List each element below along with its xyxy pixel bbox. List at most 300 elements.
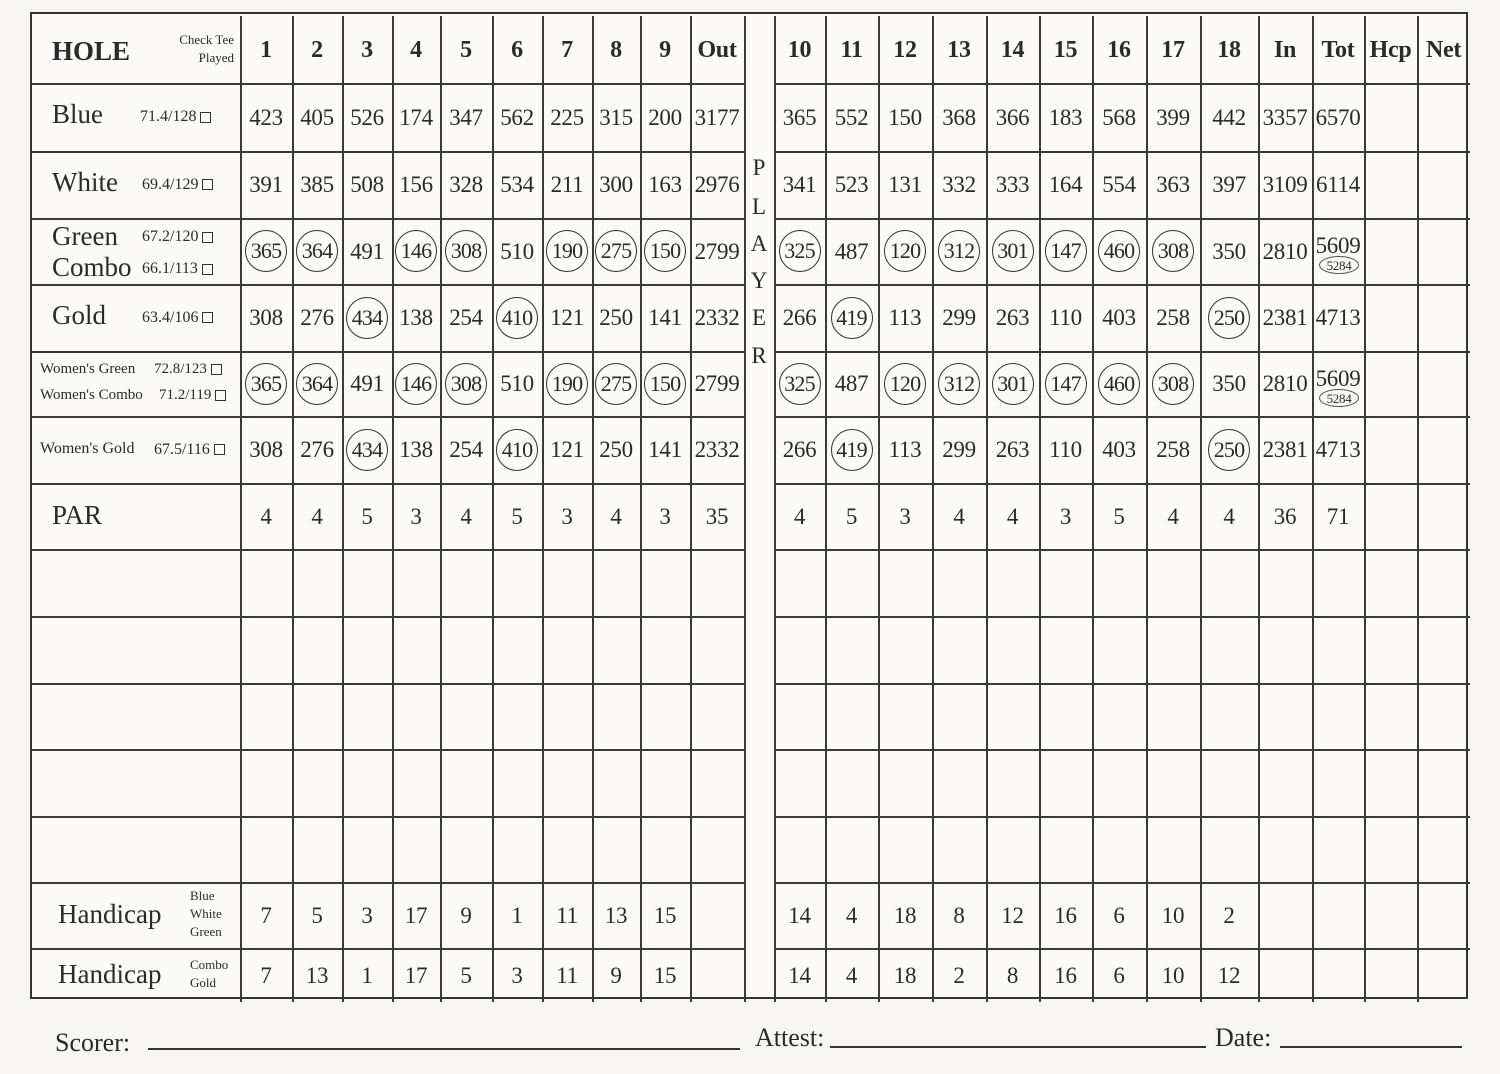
- tee-rating: [154, 441, 225, 459]
- combo-total-badge: 5284: [1319, 389, 1359, 407]
- hole-number-header: Tot: [1321, 36, 1355, 63]
- tee-yardage-value: 120: [884, 230, 926, 272]
- handicap-value: 17: [404, 902, 428, 928]
- par-value: 35: [705, 503, 729, 529]
- player-column-letter: L: [751, 194, 767, 219]
- tee-yardage: 308: [249, 437, 283, 462]
- player-column-letter: A: [750, 231, 768, 256]
- tee-name: Women's Green: [40, 361, 136, 377]
- tee-yardage: 183: [1048, 104, 1083, 130]
- tee-yardage: 141: [648, 305, 682, 330]
- tee-yardage: 350: [1212, 371, 1246, 396]
- par-value: 5: [511, 503, 523, 529]
- player-name-field[interactable]: [36, 751, 236, 814]
- par-value: 3: [1059, 503, 1072, 529]
- handicap-value: 4: [845, 902, 858, 928]
- hole-number-header: 7: [561, 36, 573, 63]
- tee-yardage-value: 308: [445, 363, 487, 405]
- handicap-value: 10: [1161, 962, 1185, 988]
- tee-rating-secondary: [159, 387, 226, 404]
- tee-yardage: [825, 416, 878, 483]
- handicap-value: 7: [260, 902, 272, 928]
- hole-number-header: 8: [610, 36, 622, 63]
- tee-rating: [140, 108, 211, 126]
- tee-yardage: 225: [550, 104, 584, 130]
- par-value: 5: [1113, 503, 1125, 529]
- handicap-value: 1: [511, 902, 523, 928]
- tee-yardage-value: 308: [1152, 363, 1194, 405]
- tee-yardage: 300: [599, 172, 633, 197]
- tee-yardage: [1039, 218, 1092, 284]
- tee-yardage: [774, 351, 825, 416]
- tee-yardage: 110: [1049, 437, 1082, 462]
- par-value: 4: [311, 503, 323, 529]
- tee-yardage: 258: [1156, 305, 1190, 330]
- tee-yardage: 266: [782, 437, 817, 462]
- tee-yardage: 263: [995, 305, 1030, 330]
- tee-yardage: 2332: [694, 437, 740, 462]
- tee-yardage-value: 312: [938, 363, 980, 405]
- hole-number-header: 10: [787, 36, 812, 63]
- tee-yardage: [1146, 351, 1200, 416]
- tee-rating: [154, 361, 222, 378]
- tee-yardage: 254: [449, 437, 483, 462]
- tee-yardage: 2381: [1262, 437, 1308, 462]
- tee-yardage: 113: [888, 437, 922, 462]
- tee-yardage: 510: [500, 371, 534, 396]
- par-value: 4: [793, 503, 806, 529]
- player-column-letter: Y: [750, 268, 768, 293]
- tee-rating-secondary: [142, 260, 213, 278]
- tee-checkbox[interactable]: [202, 232, 213, 243]
- tee-yardage: [440, 351, 492, 416]
- tee-yardage-value: 301: [992, 230, 1034, 272]
- tee-yardage: 554: [1102, 172, 1136, 197]
- tee-yardage: [640, 218, 690, 284]
- tee-yardage: 131: [888, 172, 922, 197]
- tee-rating-text: 71.2/119: [159, 387, 212, 403]
- tee-yardage: [342, 416, 392, 483]
- tee-yardage: 487: [834, 238, 869, 264]
- hole-number-header: Out: [697, 36, 737, 63]
- tee-yardage: 150: [888, 104, 922, 130]
- hole-number-header: 14: [1000, 36, 1025, 63]
- handicap-value: 12: [1217, 962, 1241, 988]
- tee-total: 5609 5284: [1315, 366, 1361, 406]
- hole-number-header: 3: [361, 36, 373, 63]
- tee-name: White: [52, 166, 118, 197]
- tee-rating-text: 71.4/128: [140, 108, 197, 125]
- hole-number-header: 1: [260, 36, 272, 63]
- tee-yardage: 405: [300, 104, 334, 130]
- tee-yardage-value: 364: [296, 363, 338, 405]
- tee-yardage: 568: [1102, 104, 1136, 130]
- tee-yardage: [932, 218, 986, 284]
- tee-yardage: [1200, 416, 1258, 483]
- handicap-value: 3: [511, 962, 523, 988]
- tee-yardage: 510: [500, 238, 534, 264]
- tee-rating-text: 66.1/113: [142, 260, 198, 277]
- tee-yardage: 3177: [694, 104, 740, 130]
- par-value: 71: [1326, 503, 1350, 529]
- tee-yardage-value: 190: [546, 230, 588, 272]
- tee-yardage-value: 190: [546, 363, 588, 405]
- tee-total: 6570: [1315, 104, 1361, 130]
- tee-yardage: 121: [550, 437, 584, 462]
- par-value: 3: [899, 503, 911, 529]
- handicap-value: 15: [653, 962, 677, 988]
- handicap-value: 8: [1006, 962, 1019, 988]
- handicap-tee-label: Blue: [190, 888, 215, 903]
- handicap-value: 11: [556, 962, 578, 988]
- column-divider: [1364, 16, 1366, 1002]
- tee-yardage: 423: [249, 104, 283, 130]
- tee-yardage-value: 419: [831, 429, 873, 471]
- tee-yardage: 258: [1156, 437, 1190, 462]
- tee-total: 6114: [1316, 172, 1360, 197]
- tee-yardage-value: 150: [644, 230, 686, 272]
- par-value: 4: [1006, 503, 1019, 529]
- tee-yardage-value: 325: [779, 363, 821, 405]
- par-label: PAR: [52, 500, 103, 530]
- player-name-field[interactable]: [36, 685, 236, 747]
- tee-yardage-value: 250: [1208, 429, 1250, 471]
- tee-yardage: 341: [782, 172, 817, 197]
- tee-yardage: 254: [449, 305, 483, 330]
- tee-checkbox[interactable]: [200, 112, 211, 123]
- tee-yardage: [986, 351, 1039, 416]
- tee-yardage: [640, 351, 690, 416]
- tee-yardage: 2381: [1262, 305, 1308, 330]
- tee-checkbox[interactable]: [202, 264, 213, 275]
- scorecard: [30, 12, 1468, 999]
- tee-yardage: [342, 284, 392, 351]
- tee-yardage-value: 410: [496, 429, 538, 471]
- attest-label: Attest:: [755, 1023, 825, 1052]
- tee-yardage: [440, 218, 492, 284]
- tee-yardage: 363: [1156, 172, 1190, 197]
- tee-yardage: [592, 351, 640, 416]
- tee-checkbox[interactable]: [211, 364, 222, 375]
- handicap-value: 2: [1223, 902, 1235, 928]
- tee-yardage: 164: [1048, 172, 1083, 197]
- handicap-label: Handicap: [58, 899, 162, 929]
- handicap-tee-label: Combo: [190, 957, 229, 972]
- tee-yardage: [986, 218, 1039, 284]
- tee-yardage: [878, 351, 932, 416]
- player-name-field[interactable]: [36, 618, 236, 681]
- combo-total-badge: 5284: [1319, 256, 1359, 274]
- tee-yardage: 263: [995, 437, 1030, 462]
- hole-number-header: 6: [511, 36, 523, 63]
- tee-yardage: 333: [995, 172, 1030, 197]
- tee-yardage: 332: [942, 172, 976, 197]
- tee-yardage: 163: [648, 172, 682, 197]
- tee-yardage: 174: [399, 104, 433, 130]
- tee-yardage: [240, 218, 292, 284]
- tee-yardage: [592, 218, 640, 284]
- par-value: 3: [659, 503, 671, 529]
- tee-yardage-value: 146: [395, 230, 437, 272]
- tee-yardage: 211: [550, 172, 584, 197]
- tee-yardage-value: 275: [595, 363, 637, 405]
- tee-yardage: [1092, 351, 1146, 416]
- tee-yardage-value: 150: [644, 363, 686, 405]
- scorer-line[interactable]: [148, 1048, 740, 1050]
- par-value: 4: [260, 503, 272, 529]
- par-value: 4: [1223, 503, 1235, 529]
- handicap-value: 2: [953, 962, 965, 988]
- tee-yardage-value: 365: [245, 363, 287, 405]
- tee-yardage-value: 410: [496, 297, 538, 339]
- handicap-value: 5: [460, 962, 472, 988]
- par-value: 4: [460, 503, 472, 529]
- tee-yardage: 391: [249, 172, 283, 197]
- tee-yardage: 534: [500, 172, 534, 197]
- tee-yardage: 113: [888, 305, 922, 330]
- tee-yardage: [392, 351, 440, 416]
- par-value: 3: [561, 503, 573, 529]
- handicap-value: 1: [361, 962, 373, 988]
- handicap-value: 7: [260, 962, 272, 988]
- tee-rating-text: 67.5/116: [154, 440, 210, 458]
- tee-yardage: [292, 351, 342, 416]
- handicap-value: 8: [953, 902, 965, 928]
- column-divider: [1417, 16, 1419, 1002]
- tee-yardage: 138: [399, 305, 433, 330]
- check-tee-label: Check Tee Played: [179, 32, 234, 65]
- tee-total: 4713: [1315, 305, 1361, 330]
- tee-yardage: [932, 351, 986, 416]
- tee-yardage-value: 419: [831, 297, 873, 339]
- tee-yardage-value: 460: [1098, 363, 1140, 405]
- tee-yardage: 2799: [694, 371, 740, 396]
- tee-yardage: [1146, 218, 1200, 284]
- player-name-field[interactable]: [36, 551, 236, 614]
- hole-number-header: Net: [1425, 36, 1462, 63]
- tee-yardage: 526: [350, 104, 384, 130]
- tee-name: Blue: [52, 99, 103, 129]
- handicap-value: 11: [556, 902, 578, 928]
- handicap-tee-label: White: [190, 906, 222, 921]
- tee-yardage: 141: [648, 437, 682, 462]
- handicap-value: 10: [1161, 902, 1185, 928]
- handicap-value: 15: [653, 902, 677, 928]
- handicap-value: 12: [1001, 902, 1024, 928]
- hole-number-header: 16: [1107, 36, 1131, 63]
- tee-rating-text: 67.2/120: [142, 228, 199, 245]
- tee-yardage-value: 312: [938, 230, 980, 272]
- tee-name: Green: [52, 221, 118, 251]
- tee-yardage: [825, 284, 878, 351]
- handicap-value: 16: [1054, 962, 1077, 988]
- handicap-value: 6: [1113, 962, 1125, 988]
- tee-rating: [142, 228, 213, 246]
- tee-yardage: 2976: [694, 172, 740, 197]
- hole-number-header: 2: [311, 36, 323, 63]
- date-line[interactable]: [1280, 1046, 1462, 1048]
- tee-yardage-value: 120: [884, 363, 926, 405]
- tee-yardage: 523: [834, 172, 869, 197]
- handicap-tee-label: Green: [190, 924, 222, 939]
- tee-yardage-value: 460: [1098, 230, 1140, 272]
- tee-yardage: 491: [350, 238, 384, 264]
- handicap-value: 18: [893, 902, 917, 928]
- tee-yardage-value: 147: [1045, 230, 1087, 272]
- tee-yardage-value: 308: [445, 230, 487, 272]
- player-column-letter: R: [751, 343, 767, 368]
- handicap-value: 9: [610, 962, 622, 988]
- tee-yardage-value: 250: [1208, 297, 1250, 339]
- handicap-value: 9: [460, 902, 472, 928]
- tee-yardage-value: 147: [1045, 363, 1087, 405]
- hole-number-header: 15: [1053, 36, 1078, 63]
- tee-yardage-value: 275: [595, 230, 637, 272]
- handicap-value: 5: [311, 902, 323, 928]
- hole-number-header: 9: [659, 36, 671, 63]
- tee-yardage: [292, 218, 342, 284]
- tee-name-secondary: Combo: [52, 252, 132, 282]
- tee-yardage: 138: [399, 437, 433, 462]
- tee-rating: [142, 176, 213, 194]
- tee-yardage: [542, 351, 592, 416]
- tee-yardage-value: 146: [395, 363, 437, 405]
- handicap-value: 18: [893, 962, 917, 988]
- tee-yardage: 110: [1049, 305, 1082, 330]
- tee-yardage: 250: [599, 437, 633, 462]
- hole-number-header: 13: [947, 36, 971, 63]
- tee-yardage: 350: [1212, 238, 1246, 264]
- tee-rating-text: 63.4/106: [142, 308, 199, 326]
- tee-yardage: 266: [782, 305, 817, 330]
- tee-yardage: 2810: [1262, 371, 1308, 396]
- hole-number-header: 5: [460, 36, 472, 63]
- tee-yardage: [1200, 284, 1258, 351]
- handicap-value: 13: [305, 962, 329, 988]
- tee-yardage: 121: [550, 305, 584, 330]
- tee-yardage: 276: [300, 305, 334, 330]
- tee-yardage: 508: [350, 172, 384, 197]
- tee-yardage: 200: [648, 104, 682, 130]
- handicap-tee-label: Gold: [190, 975, 216, 990]
- tee-yardage: 552: [834, 104, 869, 130]
- hole-number-header: 18: [1217, 36, 1241, 63]
- tee-yardage: [542, 218, 592, 284]
- handicap-value: 3: [361, 902, 373, 928]
- par-value: 4: [1167, 503, 1179, 529]
- tee-yardage: 487: [834, 371, 869, 396]
- tee-yardage: [392, 218, 440, 284]
- scorer-label: Scorer:: [55, 1028, 131, 1057]
- hole-number-header: Hcp: [1369, 36, 1412, 63]
- hole-number-header: 12: [893, 36, 917, 63]
- tee-yardage-value: 325: [779, 230, 821, 272]
- tee-yardage: 365: [782, 104, 817, 130]
- tee-checkbox[interactable]: [202, 312, 213, 323]
- tee-yardage: 366: [995, 104, 1030, 130]
- tee-yardage: 308: [249, 305, 283, 330]
- tee-yardage: 328: [449, 172, 483, 197]
- tee-yardage: 299: [942, 305, 976, 330]
- tee-yardage: 403: [1102, 437, 1136, 462]
- par-value: 4: [953, 503, 965, 529]
- tee-checkbox[interactable]: [202, 179, 213, 190]
- date-label: Date:: [1215, 1023, 1272, 1052]
- tee-yardage: 276: [300, 437, 334, 462]
- tee-yardage: [492, 284, 542, 351]
- tee-yardage: 156: [399, 172, 433, 197]
- tee-yardage: 491: [350, 371, 384, 396]
- handicap-value: 13: [604, 902, 628, 928]
- handicap-value: 14: [788, 902, 811, 928]
- tee-yardage-value: 364: [296, 230, 338, 272]
- par-value: 36: [1273, 503, 1297, 529]
- tee-yardage: 2810: [1262, 238, 1308, 264]
- handicap-label: Handicap: [58, 959, 162, 989]
- tee-yardage: 397: [1212, 172, 1246, 197]
- hole-number-header: 4: [410, 36, 422, 63]
- hole-number-header: 11: [840, 36, 863, 63]
- tee-yardage: [1039, 351, 1092, 416]
- tee-yardage-value: 365: [245, 230, 287, 272]
- tee-name: Women's Gold: [40, 439, 135, 457]
- tee-yardage-value: 308: [1152, 230, 1194, 272]
- tee-yardage: [878, 218, 932, 284]
- tee-total: 4713: [1315, 437, 1361, 462]
- tee-checkbox[interactable]: [214, 444, 225, 455]
- tee-total: 5609 5284: [1315, 233, 1361, 273]
- tee-yardage: 250: [599, 305, 633, 330]
- player-column-letter: E: [751, 305, 767, 330]
- player-name-field[interactable]: [36, 818, 236, 880]
- tee-yardage: 3357: [1262, 104, 1308, 130]
- tee-yardage: 368: [942, 104, 976, 130]
- tee-yardage: 3109: [1262, 172, 1308, 197]
- tee-yardage: [492, 416, 542, 483]
- tee-yardage: [240, 351, 292, 416]
- tee-yardage: 403: [1102, 305, 1136, 330]
- player-column-letter: P: [752, 155, 766, 180]
- handicap-value: 17: [404, 962, 428, 988]
- par-value: 3: [410, 503, 422, 529]
- handicap-value: 4: [845, 962, 858, 988]
- tee-yardage: 315: [599, 104, 633, 130]
- par-value: 5: [361, 503, 373, 529]
- hole-number-header: 17: [1161, 36, 1185, 63]
- tee-yardage-value: 301: [992, 363, 1034, 405]
- handicap-value: 16: [1054, 902, 1077, 928]
- tee-yardage: [1092, 218, 1146, 284]
- par-value: 4: [610, 503, 622, 529]
- tee-yardage-value: 434: [346, 297, 388, 339]
- tee-yardage: 562: [500, 104, 534, 130]
- tee-yardage: 347: [449, 104, 483, 130]
- attest-line[interactable]: [830, 1046, 1206, 1048]
- tee-name-secondary: Women's Combo: [40, 387, 143, 403]
- tee-yardage: [774, 218, 825, 284]
- tee-rating: [142, 309, 213, 327]
- tee-yardage: 299: [942, 437, 976, 462]
- tee-rating-text: 72.8/123: [154, 361, 207, 377]
- tee-checkbox[interactable]: [215, 390, 226, 401]
- tee-yardage: 2799: [694, 238, 740, 264]
- par-value: 5: [845, 503, 858, 529]
- tee-name: Gold: [52, 299, 106, 330]
- tee-yardage-value: 434: [346, 429, 388, 471]
- tee-yardage: 399: [1156, 104, 1190, 130]
- tee-yardage: 442: [1212, 104, 1246, 130]
- handicap-value: 6: [1113, 902, 1125, 928]
